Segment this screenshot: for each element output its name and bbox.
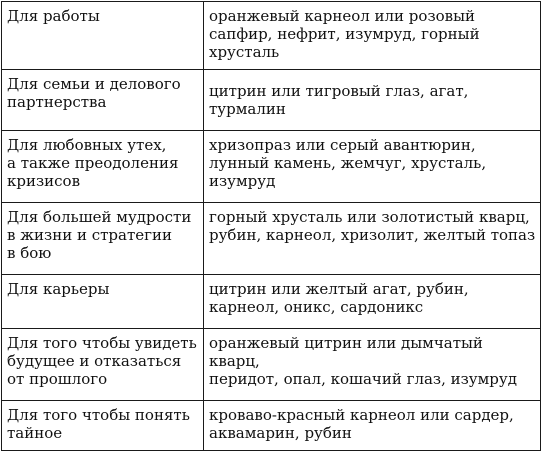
table-row [2,203,541,275]
stones-table [1,1,541,451]
stones-cell: оранжевый карнеол или розовый сапфир, нефрит, изумруд, горный хрусталь [204,2,541,70]
purpose-cell: Для работы [2,2,204,70]
purpose-cell: Для того чтобы понять тайное [2,401,204,451]
stones-cell: оранжевый цитрин или дымчатый кварц, перидот, опал, кошачий глаз, изумруд [204,329,541,401]
stones-cell: цитрин или тигровый глаз, агат, турмалин [204,70,541,131]
stones-cell: хризопраз или серый авантюрин, лунный камень, жемчуг, хрусталь, изумруд [204,131,541,203]
purpose-cell: Для любовных утех, а также преодоления кризисов [2,131,204,203]
purpose-cell: Для карьеры [2,275,204,329]
purpose-cell: Для семьи и делового партнерства [2,70,204,131]
table-row [2,329,541,401]
table-row [2,275,541,329]
table-row [2,131,541,203]
stones-cell: цитрин или желтый агат, рубин, карнеол, оникс, сардоникс [204,275,541,329]
table-row [2,401,541,451]
stones-cell: горный хрусталь или золотистый кварц, рубин, карнеол, хризолит, желтый топаз [204,203,541,275]
purpose-cell: Для того чтобы увидеть будущее и отказаться от прошлого [2,329,204,401]
stones-cell: кроваво-красный карнеол или сардер, аквамарин, рубин [204,401,541,451]
table-row [2,2,541,70]
table-row [2,70,541,131]
purpose-cell: Для большей мудрости в жизни и стратегии в бою [2,203,204,275]
